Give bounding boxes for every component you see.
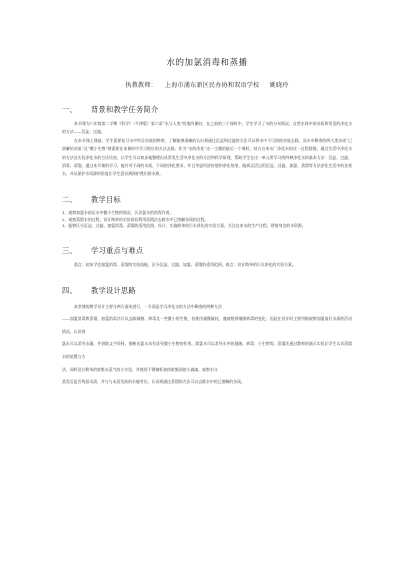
author-line xyxy=(62,80,352,89)
section-heading-2 xyxy=(62,195,352,205)
section-title: 背景和教学任务简介 xyxy=(90,105,159,114)
section-4-body xyxy=(62,301,352,389)
objectives-list xyxy=(62,210,352,230)
section-number: 二、 xyxy=(62,194,77,204)
author-label: 执教教师： xyxy=(125,82,157,89)
paragraph: 在本节课上课前，学生需要复习水中所含杂质的种类，了解能够清晰的认识到通过沉淀和过滤的方法可以将水中不可溶的杂质去除，而水中剩余的两大类杂质“已溶解的杂质”及“微小生物”则需要在本课时中学习相应的方法去除。作为“水的净化”这一主题的最后一个课时，结合自来水厂净化水的这一过程情境，通过生活中净化水的方法及实验净化水的方法比较，让学生可以初步地整理出从常见生活中净化水的方法和科学原理，帮助学生在这一单元所学习的四种净化水的基本方法：沉淀、过滤、消毒、蒸馏，通过本节课的学习，能针对不同的水质，不同的净化要求，并且考虑经济价值和净化效果，做到灵活运用沉淀、过滤、加氯、蒸馏等方法净化生活中的各类水，并从保护水资源的角度让学生意识到保护我们的水源。 xyxy=(62,137,352,177)
section-heading-1 xyxy=(62,105,352,115)
paragraph: 本节课为六年级第二学期《科学》（牛津版）第六章“水与人类”的第四课时，在之前的三个课时中，学生学习了水的分布情况、自然水体中的杂质和常见的净化水的方法——沉淀、过滤。 xyxy=(62,121,352,135)
paragraph: 氯水可以杀死水藻、并借助文字资料，推断出氯水具有杀死微小生物的作用。即氯水可以杀死水中的细菌、病毒、小生物等。蒸馏法通过教师的演示实验让学生认识蒸馏水的装置与方 xyxy=(62,341,352,360)
paragraph: ——加氯消毒和蒸馏，加氯消毒法可以去除细菌、病毒及一些微小的生物，但使用量微量较，遇观察到细菌病毒的变化，因此在设计时主要用细观察加氯前后水质的活动情况。认识到 xyxy=(62,316,352,334)
section-title: 学习重点与难点 xyxy=(90,246,144,256)
paragraph: 法，同时设计简单的收集水蒸气的小实验，并使用不锈钢杆加热收集到的小滴滴，观察水分 xyxy=(62,366,218,372)
section-number: 一、 xyxy=(62,105,77,114)
list-item: 2、观察蒸馏水的过程，设计简单的实验体验利用蒸馏法去除水中已溶解杂质的过程。 xyxy=(62,216,209,222)
section-number: 三、 xyxy=(62,246,77,256)
author-name: 姚晓玲 xyxy=(269,82,289,89)
section-title: 教学设计思路 xyxy=(90,285,136,295)
school-name: 上海市浦东新区民办协和双语学校 xyxy=(164,82,260,89)
paragraph: 重点：初步学会加氯消毒、蒸馏的实验技能，区分沉淀、过滤、加氯、蒸馏的适用范围。难点：设计简单的污水净化的实验方案。 xyxy=(74,262,296,268)
section-number: 四、 xyxy=(62,285,77,295)
document-title: 水的加氯消毒和蒸播 xyxy=(166,58,248,68)
section-title: 教学目标 xyxy=(90,194,121,204)
paragraph: 蒸发后是否残留水渍，并与与未蒸发前的水做对比，认识到通过蒸馏的方法可以去除水中的已溶解的杂质。 xyxy=(62,379,245,385)
list-item: 3、能够区分沉淀、过滤、加氯消毒、蒸馏的适用范围，设计、实施简单的污水净化的实验方案，关注自来水的生产过程，珍惜身边的水资源。 xyxy=(62,223,306,229)
paragraph: 本堂课的教学设计主要分两方面来进行，一方面是学习净化水的方法中剩余的两种方法 xyxy=(74,303,222,309)
list-item: 1、观察加氯水前后水中微小生物的情况，认识氯水的消毒作用。 xyxy=(62,209,174,215)
section-heading-3 xyxy=(62,246,352,256)
section-heading-4 xyxy=(62,286,352,296)
